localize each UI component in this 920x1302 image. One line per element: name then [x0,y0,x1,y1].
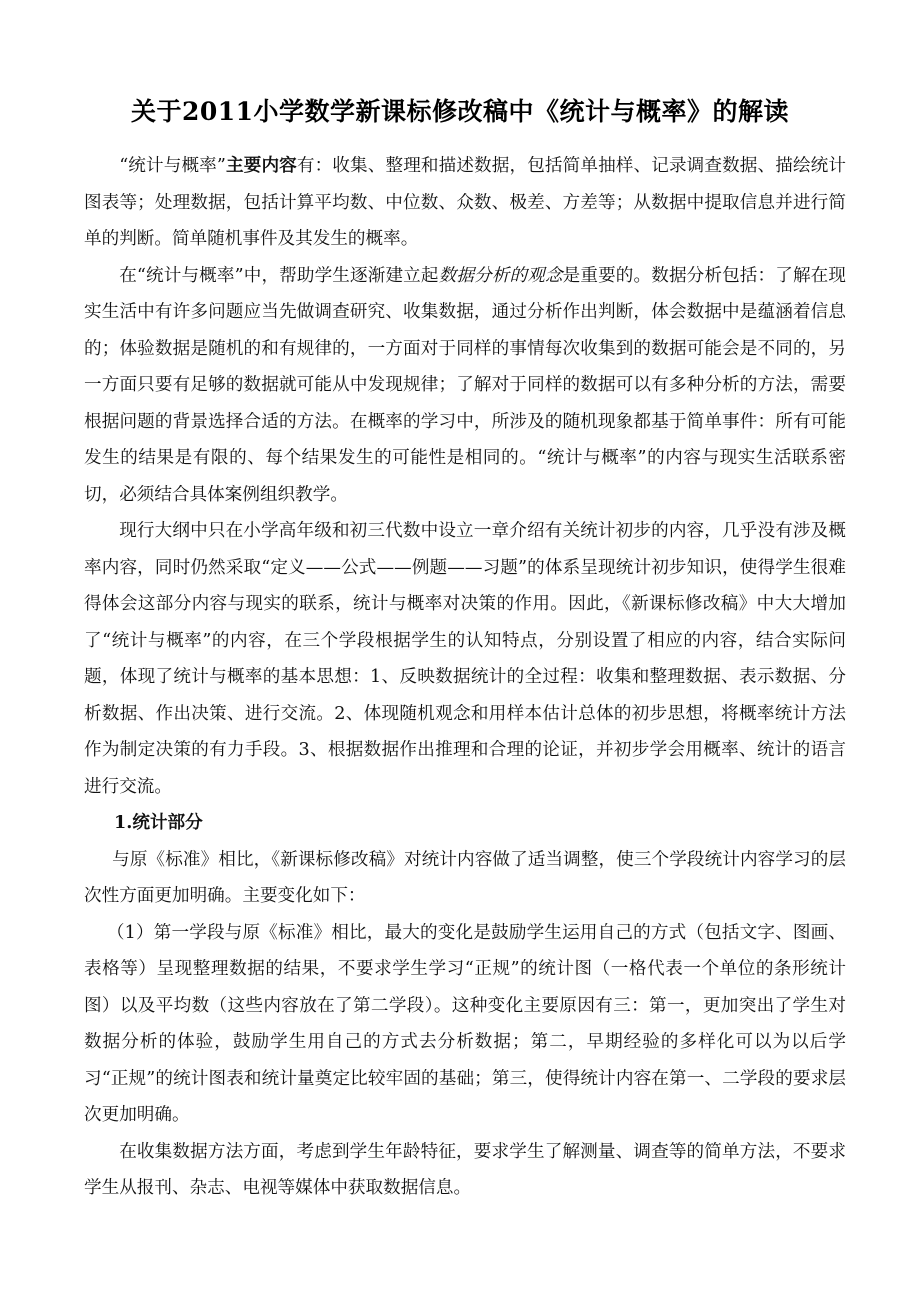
text-segment: 是重要的。数据分析包括：了解在现实生活中有许多问题应当先做调查研究、收集数据，通过分析作出判断，体会数据中是蕴涵着信息的；体验数据是随机的和有规律的，一方面对于同样的事情每次收集到的数据可能会是不同的，另一方面只要有足够的数据就可能从中发现规律；了解对于同样的数据可以有多种分析的方法，需要根据问题的背景选择合适的方法。在概率的学习中，所涉及的随机现象都基于简单事件：所有可能发生的结果是有限的、每个结果发生的可能性是相同的。“统计与概率”的内容与现实生活联系密切，必须结合具体案例组织教学。 [84,265,846,505]
text-segment: 有：收集、整理和描述数据，包括简单抽样、记录调查数据、描绘统计图表等；处理数据，包括计算平均数、中位数、众数、极差、方差等；从数据中提取信息并进行简单的判断。简单随机事件及其发生的概率。 [84,156,846,249]
paragraph-data-analysis [84,258,846,514]
paragraph-current-syllabus [84,513,846,805]
intro-section [84,148,846,1207]
text-segment: 现行大纲中只在小学高年级和初三代数中设立一章介绍有关统计初步的内容，几乎没有涉及概率内容，同时仍然采取“定义——公式——例题——习题”的体系呈现统计初步知识，使得学生很难得体会这部分内容与现实的联系，统计与概率对决策的作用。因此，《新课标修改稿》中大大增加了“统计与概率”的内容，在三个学段根据学生的认知特点，分别设置了相应的内容，结合实际问题，体现了统计与概率的基本思想：1、反映数据统计的全过程：收集和整理数据、表示数据、分析数据、作出决策、进行交流。2、体现随机观念和用样本估计总体的初步思想，将概率统计方法作为制定决策的有力手段。3、根据数据作出推理和合理的论证，并初步学会用概率、统计的语言进行交流。 [84,521,846,797]
italic-term-data-analysis: 数据分析的观念 [438,265,563,286]
text-segment: “统计与概率” [119,156,226,176]
paragraph-comparison: 与原《标准》相比，《新课标修改稿》对统计内容做了适当调整，使三个学段统计内容学习的层次性方面更加明确。主要变化如下： [84,849,846,906]
bold-term-main-content: 主要内容 [225,155,297,176]
section-heading-statistics: 1.统计部分 [114,812,203,833]
paragraph-main-content [84,148,846,258]
text-segment: 在“统计与概率”中，帮助学生逐渐建立起 [119,265,439,286]
paragraph-first-stage: （1）第一学段与原《标准》相比，最大的变化是鼓励学生运用自己的方式（包括文字、图画、表格等）呈现整理数据的结果，不要求学生学习“正规”的统计图（一格代表一个单位的条形统计图）以及平均数（这些内容放在了第二学段）。这种变化主要原因有三：第一，更加突出了学生对数据分析的体验，鼓励学生用自己的方式去分析数据；第二，早期经验的多样化可以为以后学习“正规”的统计图表和统计量奠定比较牢固的基础；第三，使得统计内容在第一、二学段的要求层次更加明确。 [84,922,846,1125]
paragraph-data-collection: 在收集数据方法方面，考虑到学生年龄特征，要求学生了解测量、调查等的简单方法，不要求学生从报刊、杂志、电视等媒体中获取数据信息。 [84,1141,846,1198]
document-title: 关于2011小学数学新课标修改稿中《统计与概率》的解读 [130,97,790,126]
